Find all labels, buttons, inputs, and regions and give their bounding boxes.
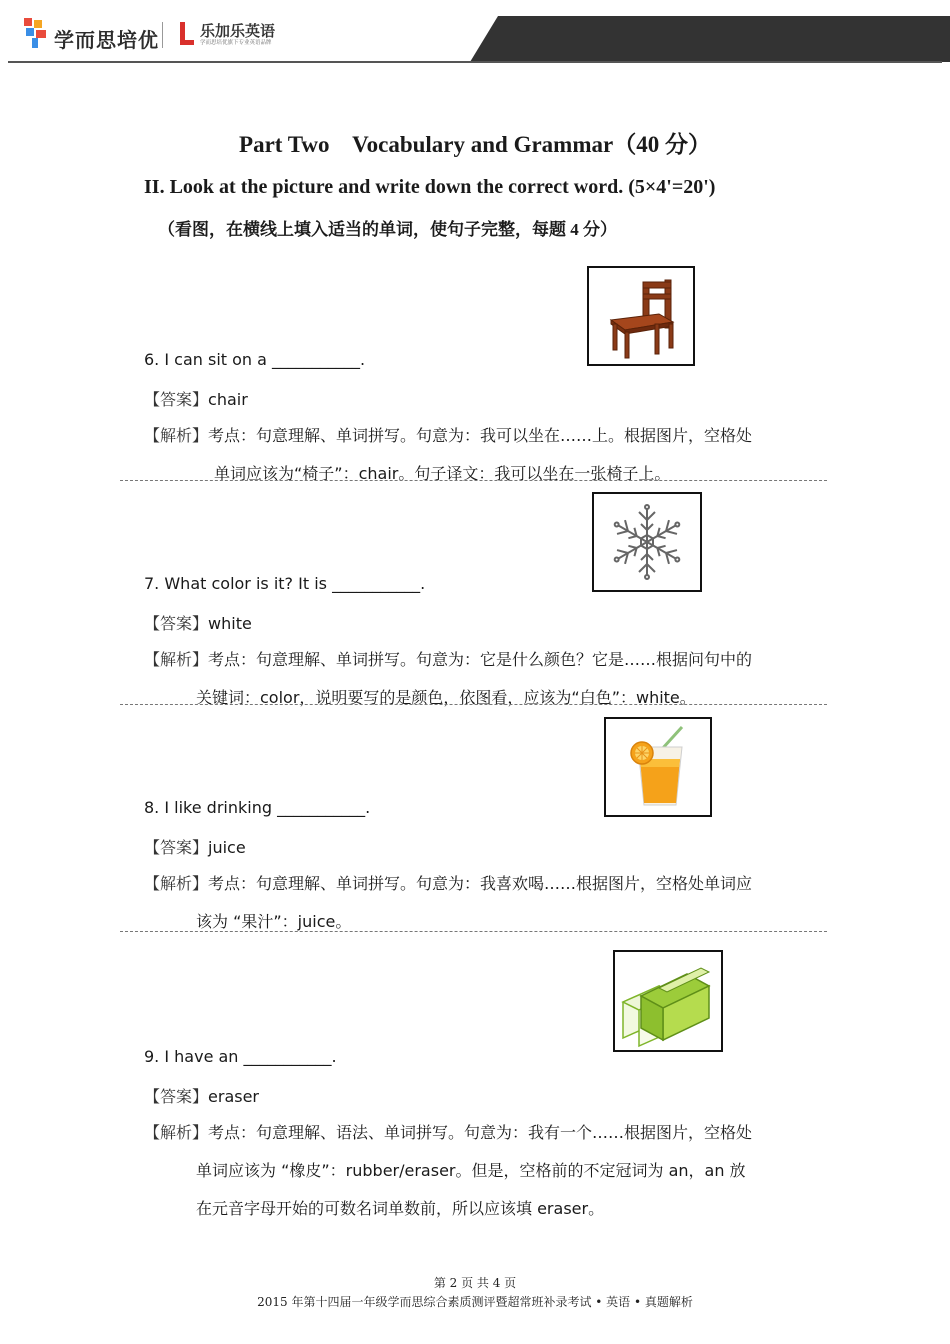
answer-label: 【答案】 [144, 614, 209, 633]
brand-logo-icon [24, 18, 48, 50]
divider [120, 480, 827, 481]
question-6: 6. I can sit on a ___________. [144, 350, 366, 369]
answer-label: 【答案】 [144, 838, 209, 857]
explanation-label: 【解析】 [144, 874, 209, 893]
divider [120, 931, 827, 932]
explanation-8 [144, 871, 752, 894]
answer-6 [144, 387, 248, 410]
part-title: Part Two Vocabulary and Grammar（40 分） [239, 132, 711, 157]
explanation-8-line2: 该为 “果汁”：juice。 [196, 912, 352, 931]
answer-6-value: chair [208, 390, 248, 409]
answer-7 [144, 611, 252, 634]
sub-brand-name: 乐加乐英语 [200, 22, 276, 40]
juice-picture [604, 717, 712, 817]
divider [120, 704, 827, 705]
explanation-6-line1: 考点：句意理解、单词拼写。句意为：我可以坐在……上。根据图片，空格处 [208, 426, 753, 445]
question-7: 7. What color is it? It is ___________. [144, 574, 426, 593]
eraser-icon [615, 952, 721, 1050]
explanation-9-line3: 在元音字母开始的可数名词单数前，所以应该填 eraser。 [196, 1199, 605, 1218]
answer-9 [144, 1084, 259, 1107]
explanation-9-line1: 考点：句意理解、语法、单词拼写。句意为：我有一个……根据图片，空格处 [208, 1123, 753, 1142]
sub-brand-tagline: 学而思培优旗下专业英语品牌 [200, 40, 272, 46]
explanation-7-line2: 关键词：color，说明要写的是颜色，依图看，应该为“白色”：white。 [196, 688, 696, 707]
sub-brand-logo-icon [178, 20, 196, 46]
chair-icon [589, 268, 693, 364]
page-number: 第 2 页 共 4 页 [433, 1276, 517, 1290]
juice-glass-icon [606, 719, 710, 815]
answer-8-value: juice [208, 838, 246, 857]
answer-7-value: white [208, 614, 252, 633]
explanation-7 [144, 647, 752, 670]
header-divider [162, 22, 163, 48]
section-instruction: II. Look at the picture and write down the correct word. (5×4'=20') [144, 176, 716, 198]
snowflake-picture [592, 492, 702, 592]
explanation-6-line2: 单词应该为“椅子”：chair。句子译文：我可以坐在一张椅子上。 [214, 464, 671, 483]
explanation-9-line2: 单词应该为 “橡皮”：rubber/eraser。但是，空格前的不定冠词为 an，an 放 [196, 1161, 746, 1180]
chair-picture [587, 266, 695, 366]
section-instruction-cn: （看图，在横线上填入适当的单词，使句子完整，每题 4 分） [158, 220, 617, 239]
header-rule [8, 61, 942, 63]
answer-label: 【答案】 [144, 390, 209, 409]
exam-footer: 2015 年第十四届一年级学而思综合素质测评暨超常班补录考试 • 英语 • 真题解析 [257, 1295, 693, 1309]
explanation-7-line1: 考点：句意理解、单词拼写。句意为：它是什么颜色？它是……根据问句中的 [208, 650, 753, 669]
answer-8 [144, 835, 246, 858]
explanation-label: 【解析】 [144, 1123, 209, 1142]
snowflake-icon [594, 494, 700, 590]
explanation-8-line1: 考点：句意理解、单词拼写。句意为：我喜欢喝……根据图片，空格处单词应 [208, 874, 753, 893]
answer-9-value: eraser [208, 1087, 259, 1106]
explanation-6 [144, 423, 752, 446]
eraser-picture [613, 950, 723, 1052]
explanation-label: 【解析】 [144, 650, 209, 669]
answer-label: 【答案】 [144, 1087, 209, 1106]
question-8: 8. I like drinking ___________. [144, 798, 371, 817]
explanation-label: 【解析】 [144, 426, 209, 445]
brand-name: 学而思培优 [54, 28, 159, 52]
question-9: 9. I have an ___________. [144, 1047, 337, 1066]
explanation-9 [144, 1120, 752, 1143]
